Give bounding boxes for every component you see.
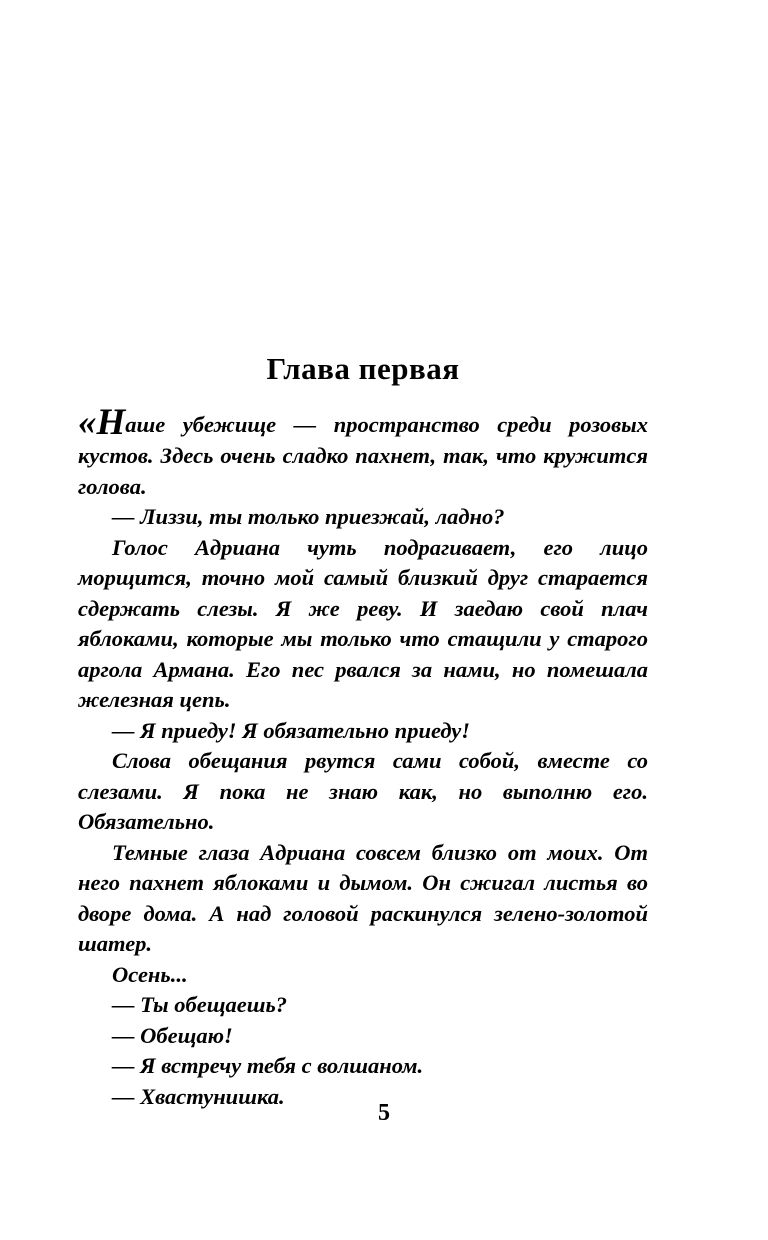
chapter-title: Глава первая — [266, 351, 460, 386]
drop-cap-quote: « — [78, 402, 97, 444]
paragraph: — Лиззи, ты только приезжай, ладно? — [112, 504, 505, 530]
paragraph: Осень... — [112, 961, 188, 987]
paragraph: — Я встречу тебя с волшаном. — [112, 1053, 424, 1079]
paragraph: — Я приеду! Я обязательно приеду! — [112, 717, 470, 743]
paragraph-text: аше убежище — пространство среди розовых кустов. Здесь очень сладко пахнет, так, что кружится голова. — [78, 412, 648, 499]
paragraph: Слова обещания рвутся сами собой, вместе со слезами. Я пока не знаю как, но выполню его. Обязательно. — [78, 748, 648, 835]
paragraph: — Обещаю! — [112, 1022, 233, 1048]
page-number: 5 — [378, 1100, 390, 1126]
paragraph: — Хвастунишка. — [112, 1083, 285, 1109]
paragraph: — Ты обещаешь? — [112, 992, 288, 1018]
drop-cap-letter: Н — [96, 402, 126, 444]
paragraph: Темные глаза Адриана совсем близко от моих. От него пахнет яблоками и дымом. Он сжигал листья во дворе дома. А над головой раскинулся зелено-золотой шатер. — [78, 839, 648, 957]
page-content — [78, 352, 648, 1112]
body-text — [78, 404, 648, 1112]
paragraph: Голос Адриана чуть подрагивает, его лицо морщится, точно мой самый близкий друг старается сдержать слезы. Я же реву. И заедаю свой плач яблоками, которые мы только что стащили у старого аргола Армана. Его пес рвался за нами, но помешала железная цепь. — [78, 534, 648, 713]
paragraph — [78, 404, 648, 502]
